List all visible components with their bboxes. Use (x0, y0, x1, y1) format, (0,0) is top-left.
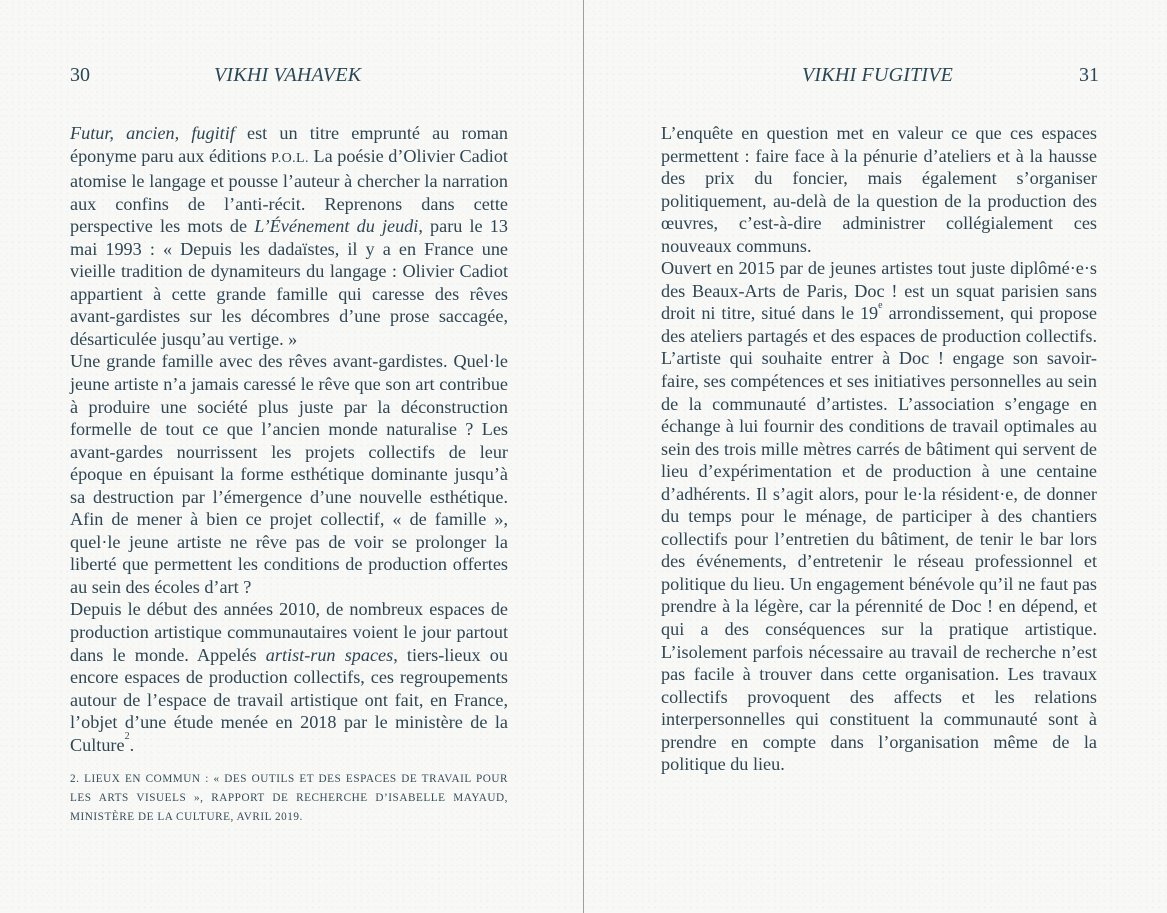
left-paragraph-1 (70, 122, 508, 350)
right-running-head: VIKHI FUGITIVE (802, 64, 954, 86)
right-page-number: 31 (1079, 64, 1099, 86)
artist-run-spaces-term: artist-run spaces (265, 644, 394, 665)
left-running-head: VIKHI VAHAVEK (214, 64, 362, 86)
right-paragraph-2-text-a: Ouvert en 2015 par de jeunes artistes tout juste diplômé·e·s des Beaux-Arts de Paris, Doc ! est un squat parisien sans droit ni titre, situé dans le 19 (661, 258, 1097, 324)
footnote-reference: 2 (124, 731, 130, 743)
arrondissement-superscript: e (878, 299, 883, 311)
left-paragraph-1-text-a: est un titre emprunté au roman éponyme paru aux éditions (70, 123, 508, 166)
left-paragraph-1-text-b: La poésie d’Olivier Cadiot atomise le langage et pousse l’auteur à chercher la narration aux confins de l’anti-récit. Reprenons dans cette perspective les mots de (70, 145, 508, 237)
left-paragraph-2: Une grande famille avec des rêves avant-gardistes. Quel·le jeune artiste n’a jamais caressé le rêve que son art contribue à produire une société plus juste par la déconstruction formelle de tout ce que l’ancien monde naturalise ? Les avant-gardes nourrissent les projets collectifs de leur époque en épuisant la forme esthétique dominante jusqu’à sa destruction par l’émergence d’une nouvelle esthétique. Afin de mener à bien ce projet collectif, « de famille », quel·le jeune artiste ne rêve pas de voir se prolonger la liberté que permettent les conditions de production offertes au sein des écoles d’art ? (70, 351, 508, 597)
right-paragraph-1: L’enquête en question met en valeur ce que ces espaces permettent : faire face à la pénurie d’ateliers et à la hausse des prix du foncier, mais également s’organiser politiquement, au-delà de la question de la production des œuvres, c’est-à-dire administrer collégialement ces nouveaux communs. (661, 123, 1097, 256)
right-page-body (661, 122, 1097, 776)
left-paragraph-3 (70, 598, 508, 756)
left-page-body (70, 122, 508, 756)
right-paragraph-2 (661, 257, 1097, 776)
publisher-name: P.O.L. (271, 150, 309, 166)
right-paragraph-2-text-b: arrondissement, qui propose des ateliers partagés et des espaces de production collectifs. L’artiste qui souhaite entrer à Doc ! engage son savoir-faire, ses compétences et ses initiatives personnelles au sein de la communauté d’artistes. L’association s’engage en échange à lui fournir des conditions de travail optimales au sein des trois mille mètres carrés de bâtiment qui servent de lieu d’expérimentation et de production à une centaine d’adhérents. Il s’agit alors, pour le·la résident·e, de donner du temps pour le ménage, de participer à des chantiers collectifs pour l’entretien du bâtiment, de tenir le bar lors des événements, d’entretenir le réseau professionnel et politique du lieu. Un engagement bénévole qu’il ne faut pas prendre à la légère, car la pérennité de Doc ! en dépend, et qui a des conséquences sur la pratique artistique. L’isolement parfois nécessaire au travail de recherche n’est pas facile à trouver dans cette organisation. Les travaux collectifs provoquent des affects et les relations interpersonnelles qui constituent la communauté sont à prendre en compte dans l’organisation même de la politique du lieu. (661, 303, 1097, 775)
footnote: 2. LIEUX EN COMMUN : « DES OUTILS ET DES ESPACES DE TRAVAIL POUR LES ARTS VISUELS », RAPPORT DE RECHERCHE D’ISABELLE MAYAUD, MINISTÈRE DE LA CULTURE, AVRIL 2019. (70, 773, 508, 823)
book-title: Futur, ancien, fugitif (70, 123, 235, 143)
left-paragraph-1-text-c: , paru le 13 mai 1993 : « Depuis les dadaïstes, il y a en France une vieille tradition de dynamiteurs du langage : Olivier Cadiot appartient à cette grande famille qui caresse des rêves avant-gardistes sur les décombres d’une prose saccagée, désarticulée jusqu’au vertige. » (70, 216, 508, 349)
newspaper-title: L’Événement du jeudi (254, 216, 419, 237)
left-paragraph-3-text-a: Depuis le début des années 2010, de nombreux espaces de production artistique communautaires voient le jour partout dans le monde. Appelés (70, 599, 508, 665)
left-page (0, 0, 583, 913)
left-paragraph-3-text-b: , tiers-lieux ou encore espaces de production collectifs, ces regroupements autour de l’espace de travail artistique ont fait, en France, l’objet d’une étude menée en 2018 par le ministère de la Culture (70, 644, 508, 755)
left-page-number: 30 (70, 64, 90, 86)
left-paragraph-3-text-c: . (129, 734, 135, 755)
right-page (584, 0, 1167, 913)
